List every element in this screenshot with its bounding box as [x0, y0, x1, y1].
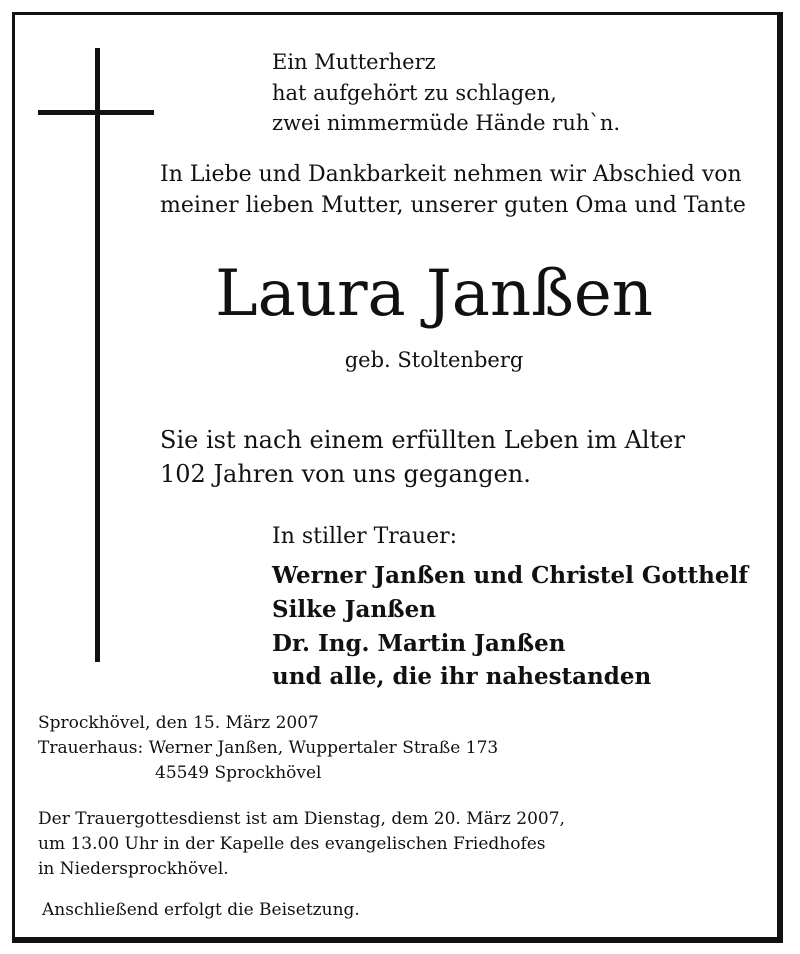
burial-note: Anschließend erfolgt die Beisetzung.	[42, 900, 360, 920]
mourning-label: In stiller Trauer:	[272, 524, 458, 549]
maiden-name: geb. Stoltenberg	[344, 348, 524, 372]
mourning-house-city: 45549 Sprockhövel	[155, 763, 322, 783]
mourning-house-address: Trauerhaus: Werner Janßen, Wuppertaler Straße 173	[38, 738, 499, 758]
place-date: Sprockhövel, den 15. März 2007	[38, 713, 319, 733]
verse-line-1: Ein Mutterherz	[272, 50, 436, 74]
verse-line-3: zwei nimmermüde Hände ruh`n.	[272, 111, 621, 135]
mourner-4: und alle, die ihr nahestanden	[272, 663, 652, 690]
cross-horizontal-bar	[38, 110, 154, 115]
mourner-2: Silke Janßen	[272, 596, 436, 623]
intro-line-1: In Liebe und Dankbarkeit nehmen wir Abschied von	[160, 162, 742, 187]
service-line-3: in Niedersprockhövel.	[38, 859, 229, 879]
age-line-2: 102 Jahren von uns gegangen.	[160, 460, 531, 488]
deceased-name: Laura Janßen	[215, 257, 653, 331]
age-line-1: Sie ist nach einem erfüllten Leben im Alter	[160, 426, 685, 454]
mourner-3: Dr. Ing. Martin Janßen	[272, 630, 566, 657]
intro-line-2: meiner lieben Mutter, unserer guten Oma und Tante	[160, 193, 746, 218]
mourner-1: Werner Janßen und Christel Gotthelf	[272, 562, 749, 589]
service-line-2: um 13.00 Uhr in der Kapelle des evangelischen Friedhofes	[38, 834, 546, 854]
verse-line-2: hat aufgehört zu schlagen,	[272, 81, 557, 105]
service-line-1: Der Trauergottesdienst ist am Dienstag, dem 20. März 2007,	[38, 809, 565, 829]
